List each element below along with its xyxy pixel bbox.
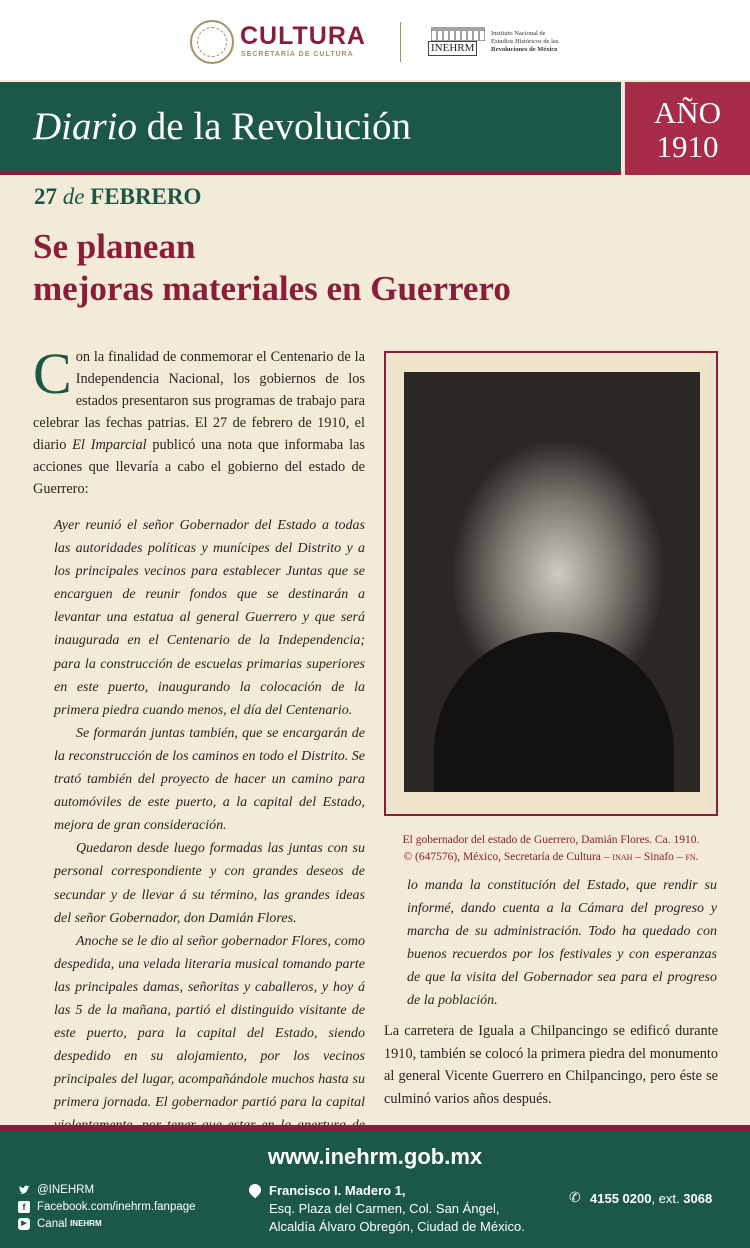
twitter-link[interactable]: @INEHRM: [18, 1181, 196, 1198]
quote-paragraph: Ayer reunió el señor Gobernador del Estado a todas las autoridades políticas y munícipes del Distrito y a los principales vecinos para establecer Juntas que se encarguen de reunir fondos que se destinarán a levantar una estatua al general Guerrero y que será inaugurada en el Centenario de la Independencia; para la construcción de escuelas primarias superiores en este puerto, inaugurando la colocación de la primera piedra cuando menos, el día del Centenario.: [54, 518, 365, 718]
youtube-icon: ▶: [18, 1218, 30, 1230]
headline: Se planean mejoras materiales en Guerrero: [33, 227, 511, 308]
entry-date: 27 de FEBRERO: [34, 184, 202, 209]
portrait-photo: [404, 372, 700, 792]
year-label: AÑO: [653, 95, 722, 130]
year-badge: [625, 82, 750, 175]
social-links: [18, 1181, 196, 1232]
newspaper-quote: [33, 514, 365, 1161]
website-link[interactable]: www.inehrm.gob.mx: [267, 1144, 483, 1169]
inehrm-logo: INEHRM: [428, 41, 477, 56]
logo-bar: [0, 0, 750, 80]
facebook-link[interactable]: f Facebook.com/inehrm.fanpage: [18, 1198, 196, 1215]
address: Francisco I. Madero 1, Esq. Plaza del Carmen, Col. San Ángel, Alcaldía Álvaro Obregón, Ciudad de México.: [269, 1183, 525, 1234]
phone-number[interactable]: 4155 0200, ext. 3068: [590, 1191, 713, 1206]
intro-paragraph: Con la finalidad de conmemorar el Centenario de la Independencia Nacional, los gobiernos de los estados presentaron sus programas de trabajo para celebrar las fechas patrias. El 27 de febrero de 1910, el diario El Imparcial publicó una nota que informaba las acciones que llevaría a cabo el gobierno del estado de Guerrero:: [33, 341, 365, 497]
youtube-link[interactable]: ▶ Canal INEHRM: [18, 1215, 196, 1232]
quote-paragraph: Quedaron desde luego formadas las juntas con su personal correspondiente y con grandes deseos de secundar y de llevar á su término, las grandes ideas del señor Gobernador, don Damián Flores.: [54, 841, 365, 926]
drop-cap: C: [33, 341, 72, 406]
phone-icon: ✆: [569, 1190, 581, 1206]
cultura-logo-subtitle: SECRETARÍA DE CULTURA: [241, 51, 354, 58]
inehrm-logo-text: Instituto Nacional de Estudios Históricos de las Revoluciones de México: [491, 30, 559, 53]
quote-paragraph: Anoche se le dio al señor gobernador Flores, como despedida, una velada literaria musical tomando parte las principales damas, señoritas y caballeros, y hoy á las 5 de la mañana, partió el distinguido visitante de este puerto, para la capital del Estado, siendo despedido en su alojamiento, por los vecinos principales del lugar, acompañándole muchos hasta su primera jornada. El gobernador partió para la capital: [54, 933, 365, 1111]
closing-paragraph: La carretera de Iguala a Chilpancingo se edificó durante 1910, también se colocó la primera piedra del monumento al general Vicente Guerrero en Chilpancingo, pero éste se culminó varios años después.: [384, 1023, 718, 1107]
twitter-icon: [18, 1184, 30, 1196]
logo-divider: [400, 22, 401, 62]
cultura-logo: CULTURA: [240, 22, 366, 50]
series-title: Diario de la Revolución: [33, 105, 412, 148]
coat-of-arms-icon: [190, 20, 234, 64]
banner-rule: [0, 172, 621, 175]
inehrm-building-icon: [431, 27, 485, 41]
year-value: 1910: [656, 129, 719, 164]
photo-caption: El gobernador del estado de Guerrero, Damián Flores. Ca. 1910. © (647576), México, Secretaría de Cultura – INAH – Sinafo – FN.: [402, 834, 700, 863]
article-left-column: [33, 341, 365, 1161]
quote-continuation: lo manda la constitución del Estado, que rendir su informé, dando cuenta a la Cámara del progreso y marcha de su administración. Todo ha quedado con buenos recuerdos por los festivales y con esperanzas de que la visita del Gobernador sea para el progreso de la población.: [407, 878, 717, 1009]
facebook-icon: f: [18, 1201, 30, 1213]
footer-rule: [0, 1125, 750, 1132]
quote-paragraph: Se formarán juntas también, que se encargarán de la reconstrucción de los caminos en todo el Distrito. Se trató también del proyecto de hacer un camino para automóviles de este puerto, a la capital del Estado, mejora de gran consideración.: [54, 725, 365, 834]
